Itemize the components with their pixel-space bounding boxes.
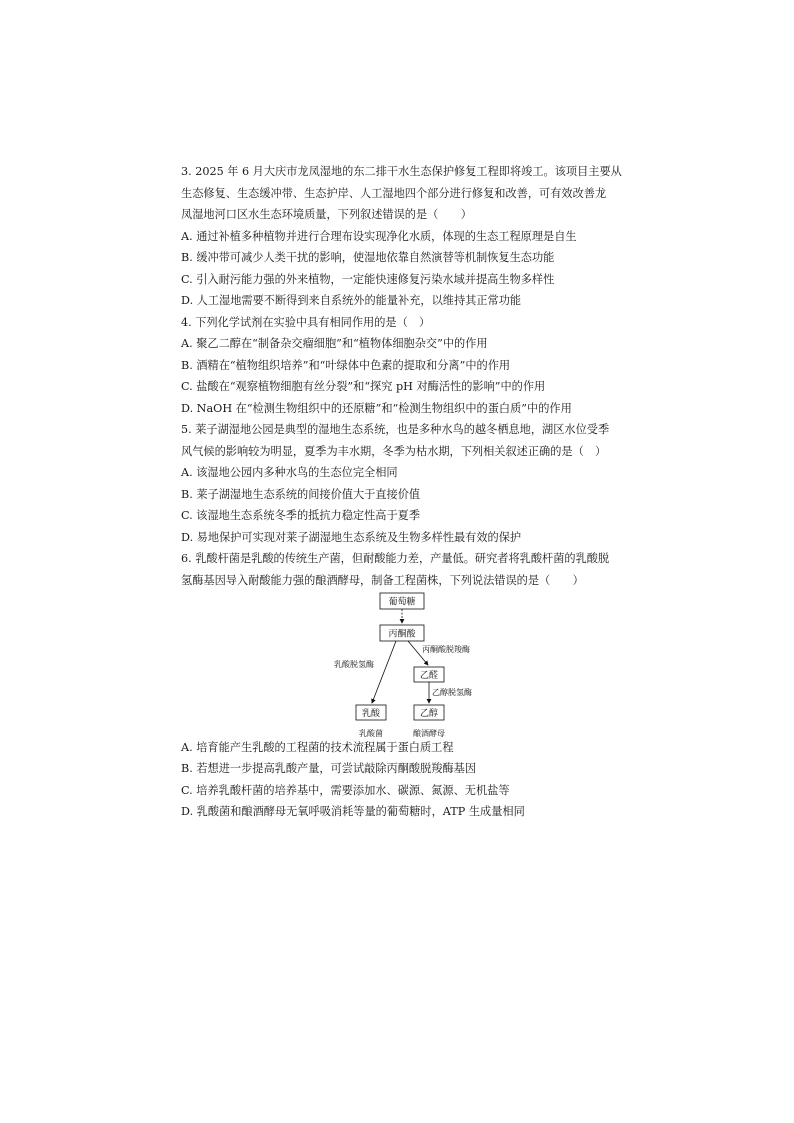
ethanol-label: 乙醇 [419,709,439,719]
q6-option-b: B. 若想进一步提高乳酸产量，可尝试敲除丙酮酸脱羧酶基因 [181,762,477,775]
metabolic-pathway-diagram [330,591,490,741]
q6-stem-line2: 氢酶基因导入耐酸能力强的酿酒酵母，制备工程菌株，下列说法错误的是（ ） [181,574,584,587]
q4-option-b: B. 酒精在“植物组织培养”和“叶绿体中色素的提取和分离”中的作用 [181,359,511,372]
q5-stem-line2: 风气候的影响较为明显，夏季为丰水期，冬季为枯水期，下列相关叙述正确的是（ ） [181,445,607,458]
q5-option-b: B. 莱子湖湿地生态系统的间接价值大于直接价值 [181,488,421,501]
ldh-label: 乳酸脱氢酶 [334,660,374,669]
q4-option-c: C. 盐酸在“观察植物细胞有丝分裂”和“探究 pH 对酶活性的影响”中的作用 [181,380,546,393]
q4-option-a: A. 聚乙二醇在“制备杂交瘤细胞”和“植物体细胞杂交”中的作用 [181,337,488,350]
q4-option-d: D. NaOH 在“检测生物组织中的还原糖”和“检测生物组织中的蛋白质”中的作用 [181,402,572,415]
q3-option-b: B. 缓冲带可减少人类干扰的影响，使湿地依靠自然演替等机制恢复生态功能 [181,251,555,264]
q6-option-a: A. 培育能产生乳酸的工程菌的技术流程属于蛋白质工程 [181,741,454,754]
q3-stem-line2: 生态修复、生态缓冲带、生态护岸、人工湿地四个部分进行修复和改善，可有效改善龙 [181,187,607,200]
q3-option-d: D. 人工湿地需要不断得到来自系统外的能量补充，以维持其正常功能 [181,294,522,307]
lactate-caption: 乳酸菌 [359,729,383,738]
q3-stem-line1: 3. 2025 年 6 月大庆市龙凤湿地的东二排干水生态保护修复工程即将竣工。该项目主要从 [181,165,622,178]
pyruvate-label: 丙酮酸 [388,629,416,640]
q5-option-d: D. 易地保护可实现对莱子湖湿地生态系统及生物多样性最有效的保护 [181,531,522,544]
q3-stem-line3: 凤湿地河口区水生态环境质量，下列叙述错误的是（ ） [181,208,472,221]
q6-option-c: C. 培养乳酸杆菌的培养基中，需要添加水、碳源、氮源、无机盐等 [181,784,510,797]
q3-option-a: A. 通过补植多种植物并进行合理布设实现净化水质，体现的生态工程原理是自生 [181,230,577,243]
glucose-label: 葡萄糖 [388,597,416,608]
acetaldehyde-label: 乙醛 [419,671,439,681]
q5-option-a: A. 该湿地公园内多种水鸟的生态位完全相同 [181,466,398,479]
q4-stem: 4. 下列化学试剂在实验中具有相同作用的是（ ） [181,316,431,329]
q3-option-c: C. 引入耐污能力强的外来植物，一定能快速修复污染水域并提高生物多样性 [181,273,555,286]
q6-stem-line1: 6. 乳酸杆菌是乳酸的传统生产菌，但耐酸能力差，产量低。研究者将乳酸杆菌的乳酸脱 [181,552,610,565]
ethanol-caption: 酿酒酵母 [413,729,445,738]
q6-option-d: D. 乳酸菌和酿酒酵母无氧呼吸消耗等量的葡萄糖时，ATP 生成量相同 [181,805,525,818]
adh-label: 乙醇脱氢酶 [432,688,472,697]
q5-stem-line1: 5. 莱子湖湿地公园是典型的湿地生态系统，也是多种水鸟的越冬栖息地，湖区水位受季 [181,423,610,436]
arrow-pyruvate-lactate [372,641,396,703]
pdc-label: 丙酮酸脱羧酶 [422,645,470,654]
q5-option-c: C. 该湿地生态系统冬季的抵抗力稳定性高于夏季 [181,509,421,522]
lactate-label: 乳酸 [361,709,381,719]
